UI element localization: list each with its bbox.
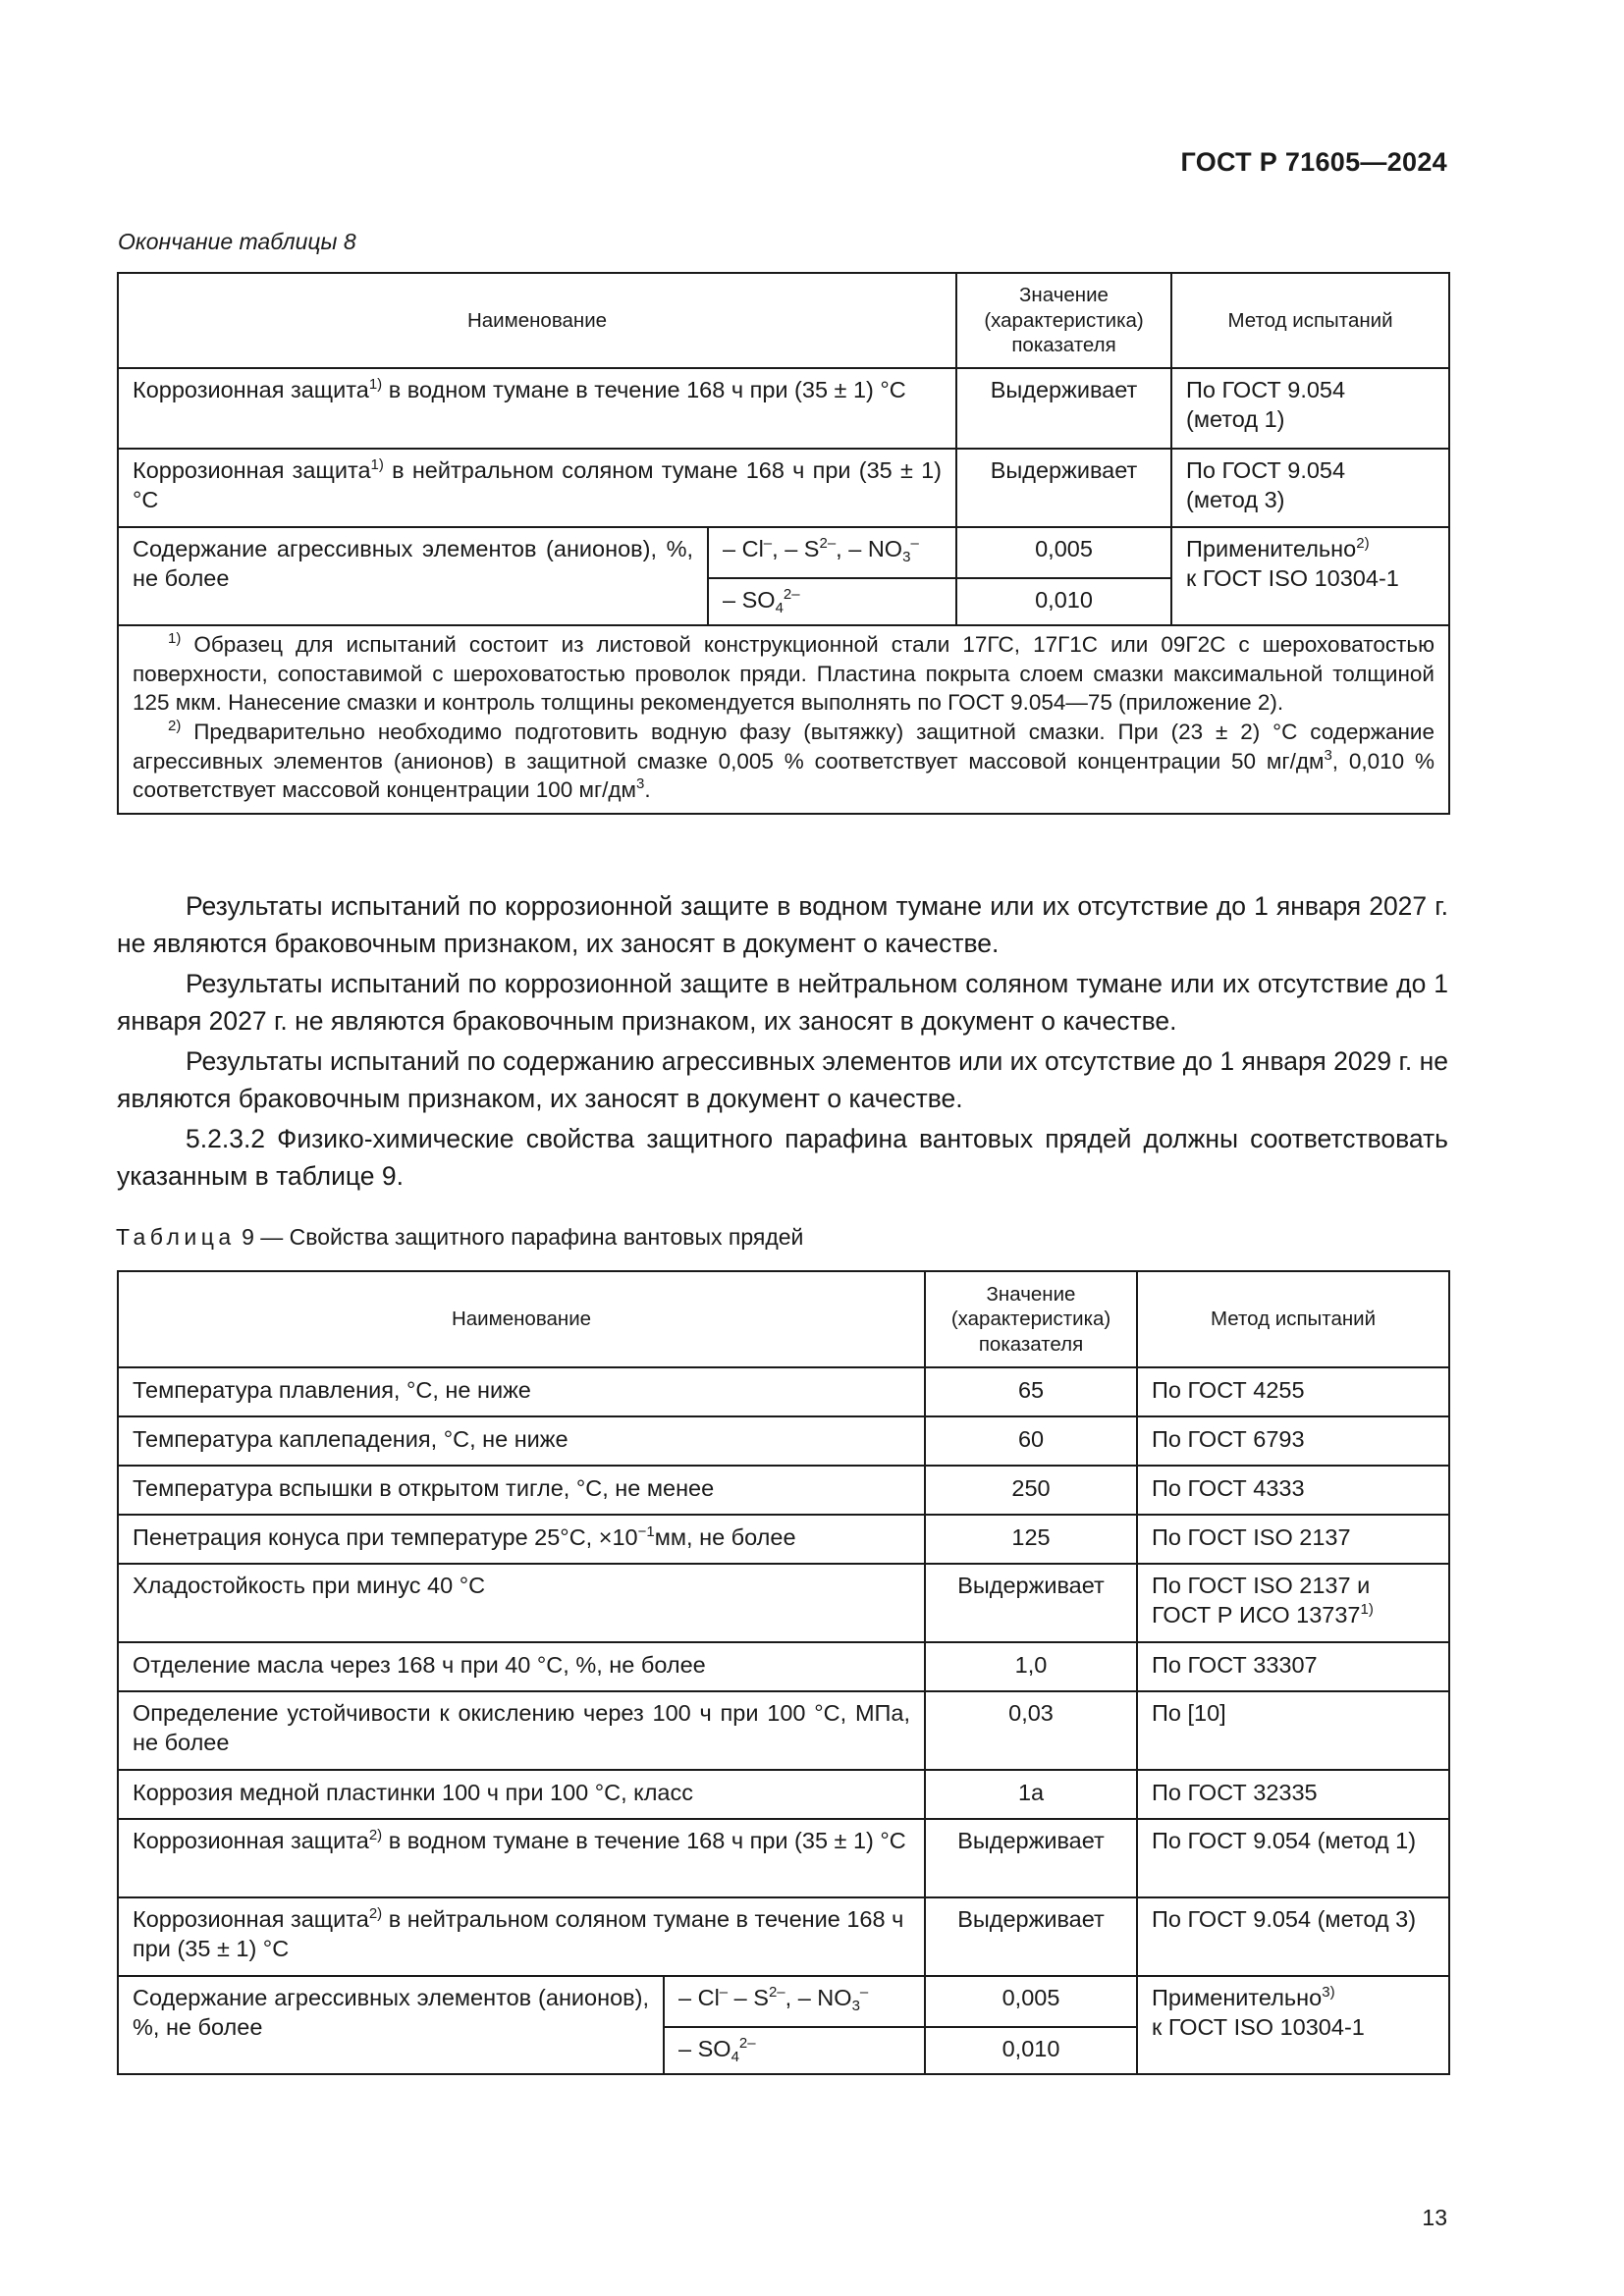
table8-header-row [118,273,1449,368]
table8-r1-method: По ГОСТ 9.054 (метод 1) [1171,368,1449,449]
table9-r8-method: По ГОСТ 9.054 (метод 1) [1137,1819,1449,1897]
table9-header-row [118,1271,1449,1367]
table9-header-value: Значение (характеристика) показателя [925,1271,1137,1367]
paragraph-1: Результаты испытаний по коррозионной защите в водном тумане или их отсутствие до 1 января 2027 г. не являются браковочным признаком, их заносят в документ о качестве. [117,891,1448,959]
table9 [117,1270,1450,2075]
table8-header-name: Наименование [118,273,956,368]
table9-r0-method: По ГОСТ 4255 [1137,1367,1449,1416]
table-row [118,368,1449,449]
table-row [118,1515,1449,1564]
table9-r6-name: Определение устойчивости к окислению через 100 ч при 100 °С, МПа, не более [118,1691,925,1770]
table9-r1-name: Температура каплепадения, °С, не ниже [118,1416,925,1466]
table9-r5-value: 1,0 [925,1642,1137,1691]
table8-r3-name: Содержание агрессивных элементов (анионов), %, не более [118,527,708,625]
paragraph-2: Результаты испытаний по коррозионной защите в нейтральном соляном тумане или их отсутствие до 1 января 2027 г. не являются браковочным признаком, их заносят в документ о качестве. [117,968,1448,1037]
table9-r0-name: Температура плавления, °С, не ниже [118,1367,925,1416]
table9-r7-value: 1а [925,1770,1137,1819]
table9-r3-name: Пенетрация конуса при температуре 25°С, $\times 10^{-1}мм$, не более [118,1515,925,1564]
paragraph-3: Результаты испытаний по содержанию агрессивных элементов или их отсутствие до 1 января 2029 г. не являются браковочным признаком, их заносят в документ о качестве. [117,1045,1448,1114]
table8-r3-anion-group2: – $SO_4^{2-}$ [708,578,956,625]
table8-r2-name: Коррозионная защита$^{1)}$ в нейтральном соляном тумане 168 ч при (35 ± 1) °С [118,449,956,527]
table9-anion-value1: 0,005 [925,1976,1137,2027]
table8-footnotes [118,625,1449,814]
page-number: 13 [1422,2205,1447,2230]
body-text [117,887,1448,1197]
table9-r4-method: По ГОСТ ISO 2137 и ГОСТ Р ИСО 13737$^{1)}$ [1137,1564,1449,1642]
table-row [118,1416,1449,1466]
table8-header-value: Значение (характеристика) показателя [956,273,1171,368]
table-row [118,449,1449,527]
table8-r2-value: Выдерживает [956,449,1171,527]
table9-r5-method: По ГОСТ 33307 [1137,1642,1449,1691]
table8-r1-value: Выдерживает [956,368,1171,449]
table8-r2-method: По ГОСТ 9.054 (метод 3) [1171,449,1449,527]
table9-header-method: Метод испытаний [1137,1271,1449,1367]
table9-caption: Таблица 9 — Свойства защитного парафина вантовых прядей [116,1224,804,1250]
table9-r2-name: Температура вспышки в открытом тигле, °С, не менее [118,1466,925,1515]
table8-r1-name: Коррозионная защита$^{1)}$ в водном тумане в течение 168 ч при (35 ± 1) °С [118,368,956,449]
table8-r3-anion-group1: – Cl–, – $S^{2-}$, – $NO_3^-$ [708,527,956,578]
table9-header-name: Наименование [118,1271,925,1367]
table9-r1-method: По ГОСТ 6793 [1137,1416,1449,1466]
table-row [118,1819,1449,1897]
table9-r7-method: По ГОСТ 32335 [1137,1770,1449,1819]
document-code: ГОСТ Р 71605—2024 [1180,147,1447,177]
table9-r1-value: 60 [925,1416,1137,1466]
table9-r7-name: Коррозия медной пластинки 100 ч при 100 °С, класс [118,1770,925,1819]
table8 [117,272,1450,815]
table9-r2-method: По ГОСТ 4333 [1137,1466,1449,1515]
table-row [118,1466,1449,1515]
table-row [118,1770,1449,1819]
table9-r4-value: Выдерживает [925,1564,1137,1642]
table9-r0-value: 65 [925,1367,1137,1416]
table9-r9-value: Выдерживает [925,1897,1137,1976]
table9-r6-value: 0,03 [925,1691,1137,1770]
table-row [118,1897,1449,1976]
table8-r3-value2: 0,010 [956,578,1171,625]
table8-header-method: Метод испытаний [1171,273,1449,368]
table9-r8-value: Выдерживает [925,1819,1137,1897]
footnote-1: $^{1)}$ Образец для испытаний состоит из листовой конструкционной стали 17ГС, 17Г1С или 09Г2С с шероховатостью поверхности, сопоставимой с шероховатостью проволок пряди. Пластина покрыта слоем смазки максимальной толщиной 125 мкм. Нанесение смазки и контроль толщины рекомендуется выполнять по ГОСТ 9.054—75 (приложение 2). [133,630,1435,716]
table8-r3-value1: 0,005 [956,527,1171,578]
table9-r4-name: Хладостойкость при минус 40 °С [118,1564,925,1642]
table9-anion-group2: – $SO_4^{2-}$ [664,2027,925,2074]
paragraph-4: 5.2.3.2 Физико-химические свойства защитного парафина вантовых прядей должны соответствовать указанным в таблице 9. [117,1123,1448,1191]
table-row [118,1564,1449,1642]
table-row [118,527,1449,578]
table9-r5-name: Отделение масла через 168 ч при 40 °С, %, не более [118,1642,925,1691]
table9-r3-value: 125 [925,1515,1137,1564]
table-row [118,1642,1449,1691]
table8-r3-method: Применительно$^{2)}$ к ГОСТ ISO 10304-1 [1171,527,1449,625]
table9-r2-value: 250 [925,1466,1137,1515]
table-row [118,1976,1449,2027]
table9-anion-name: Содержание агрессивных элементов (анионов), %, не более [118,1976,664,2074]
table9-r3-method: По ГОСТ ISO 2137 [1137,1515,1449,1564]
table8-footnotes-row [118,625,1449,814]
table8-continuation-caption: Окончание таблицы 8 [118,229,356,254]
table-row [118,1367,1449,1416]
table9-anion-method: Применительно$^{3)}$ к ГОСТ ISO 10304-1 [1137,1976,1449,2074]
table9-r6-method: По [10] [1137,1691,1449,1770]
table9-r8-name: Коррозионная защита$^{2)}$ в водном тумане в течение 168 ч при (35 ± 1) °С [118,1819,925,1897]
table9-r9-method: По ГОСТ 9.054 (метод 3) [1137,1897,1449,1976]
table9-anion-value2: 0,010 [925,2027,1137,2074]
footnote-2: $^{2)}$ Предварительно необходимо подготовить водную фазу (вытяжку) защитной смазки. При (23 ± 2) °С содержание агрессивных элементов (анионов) в защитной смазке 0,005 % соответствует массовой концентрации 50 $мг/дм^3$, 0,010 % соответствует массовой концентрации 100 $мг/дм^3$. [133,718,1435,803]
table9-r9-name: Коррозионная защита$^{2)}$ в нейтральном соляном тумане в течение 168 ч при (35 ± 1) °С [118,1897,925,1976]
table-row [118,1691,1449,1770]
table9-anion-group1: – $Cl^- - S^{2-}$, – $NO_3^-$ [664,1976,925,2027]
